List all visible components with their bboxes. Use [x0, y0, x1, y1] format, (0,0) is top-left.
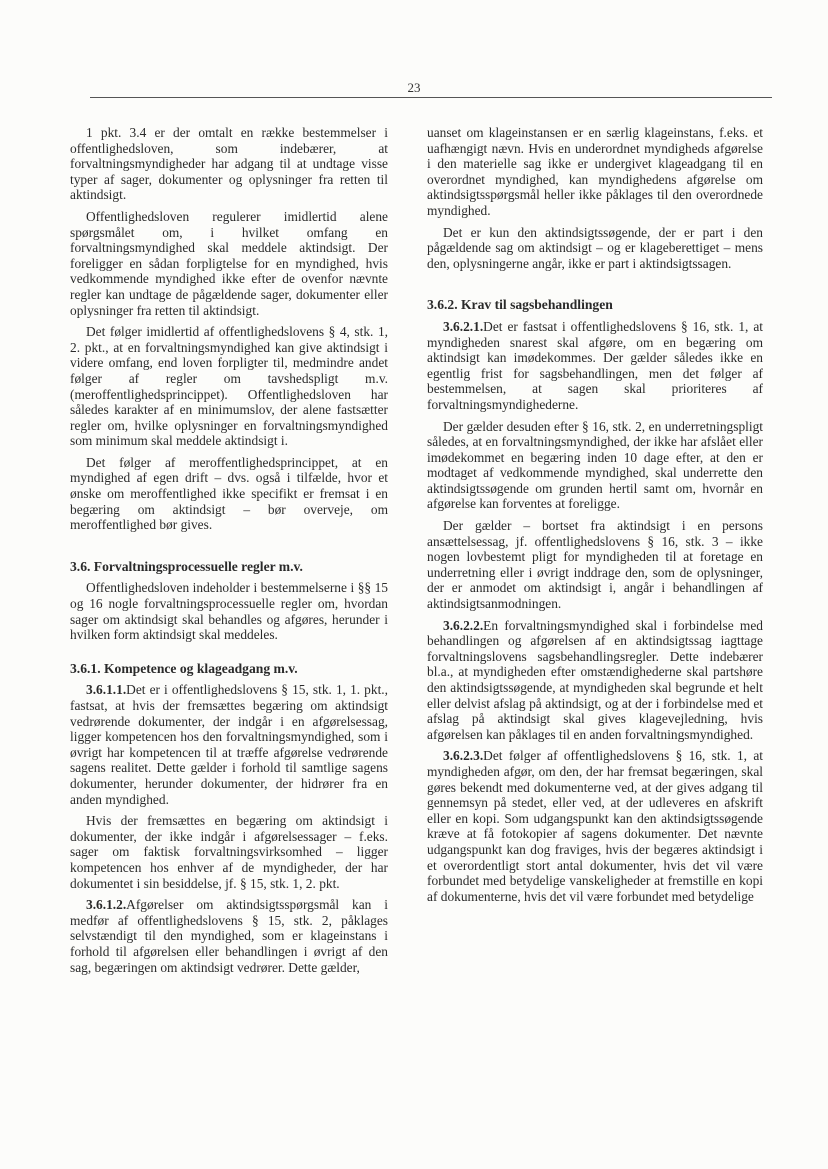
paragraph-text: En forvaltningsmyndighed skal i forbindelse med behandlingen og afgørelsen af en aktindsigtssag iagttage forvaltningslovens sagsbehandlingsregler. Dette indebærer bl.a., at myndigheden efter omstændighederne skal partshøre den aktindsigtssøgende, at myndigheden skal begrunde et helt eller delvist afslag på aktindsigt, og at der i forbindelse med et afslag på aktindsigt skal gives klagevejledning, hvis afgørelsen kan påklages til en anden forvaltningsmyndighed.: [427, 617, 763, 742]
paragraph: [70, 897, 388, 975]
paragraph: Det følger af meroffentlighedsprincippet, at en myndighed af egen drift – dvs. også i tilfælde, hvor et ønske om meroffentlighed ikke specifikt er fremsat i en begæring om aktindsigt – bør overveje, om meroffentlighed bør gives.: [70, 454, 388, 533]
section-ref: 3.6.1.2.: [86, 897, 127, 913]
paragraph: [427, 618, 763, 743]
section-ref: 3.6.2.2.: [443, 617, 484, 633]
paragraph: [427, 748, 763, 904]
paragraph-text: Afgørelser om aktindsigtsspørgsmål kan i medfør af offentlighedslovens § 15, stk. 2, påklages selvstændigt til den myndighed, som er klageinstans i forhold til afgørelsen eller behandlingen i øvrigt af den sag, begæringen om aktindsigt vedrører. Dette gælder,: [70, 897, 388, 975]
section-heading-3-6-1: 3.6.1. Kompetence og klageadgang m.v.: [70, 660, 298, 676]
paragraph-text: Det er i offentlighedslovens § 15, stk. 1, 1. pkt., fastsat, at hvis der fremsættes begæring om aktindsigt vedrørende dokumenter, der indgår i en afgørelsessag, ligger kompetencen hos den forvaltningsmyndighed, som i øvrigt har kompetencen til at træffe afgørelse vedrørende sagens realitet. Dette gælder i forhold til samtlige sagens dokumenter, herunder dokumenter, der hidrører fra en anden myndighed.: [70, 682, 388, 807]
paragraph: [70, 682, 388, 807]
paragraph: 1 pkt. 3.4 er der omtalt en række bestemmelser i offentlighedsloven, som indebærer, at forvaltningsmyndigheder har adgang til at undtage visse typer af sager, dokumenter og oplysninger fra retten til aktindsigt.: [70, 125, 388, 203]
paragraph: Det følger imidlertid af offentlighedslovens § 4, stk. 1, 2. pkt., at en forvaltningsmyndighed kan give aktindsigt i videre omfang, end loven forpligter til, medmindre andet følger af regler om tavshedspligt m.v. (meroffentlighedsprincippet). Offentlighedsloven har således karakter af en minimumslov, der alene fastsætter regler om, hvilke oplysninger en forvaltningsmyndighed som minimum skal meddele aktindsigt i.: [70, 324, 388, 449]
paragraph: Hvis der fremsættes en begæring om aktindsigt i dokumenter, der ikke indgår i afgørelsessager – f.eks. sager om faktisk forvaltningsvirksomhed – ligger kompetencen hos enhver af de myndigheder, der har dokumentet i sin besiddelse, jf. § 15, stk. 1, 2. pkt.: [70, 813, 388, 891]
paragraph: Offentlighedsloven indeholder i bestemmelserne i §§ 15 og 16 nogle forvaltningsprocessuelle regler om, hvordan sager om aktindsigt skal behandles og afgøres, herunder i hvilken form aktindsigt skal meddeles.: [70, 580, 388, 643]
paragraph: Det er kun den aktindsigtssøgende, der er part i den pågældende sag om aktindsigt – og er klageberettiget – mens den, oplysningerne angår, ikke er part i aktindsigtssagen.: [427, 224, 763, 271]
section-ref: 3.6.1.1.: [86, 682, 127, 698]
section-heading-3-6: 3.6. Forvaltningsprocessuelle regler m.v.: [70, 558, 303, 574]
paragraph: Der gælder desuden efter § 16, stk. 2, en underretningspligt således, at en forvaltningsmyndighed, der ikke har afslået eller imødekommet en begæring inden 10 dage efter, at den er modtaget af vedkommende myndighed, skal underrette den aktindsigtssøgende om grunden hertil samt om, hvornår en afgørelse kan forventes at foreligge.: [427, 418, 763, 512]
section-heading-3-6-2: 3.6.2. Krav til sagsbehandlingen: [427, 297, 613, 313]
left-column: [70, 125, 388, 981]
section-ref: 3.6.2.1.: [443, 318, 484, 334]
paragraph: [427, 319, 763, 413]
paragraph-text: Det følger af offentlighedslovens § 16, stk. 1, at myndigheden afgør, om den, der har fremsat begæringen, skal gøres bekendt med dokumenterne ved, at der gives adgang til gennemsyn på stedet, eller ved, at der udleveres en afskrift eller en kopi. Som udgangspunkt kan den aktindsigtssøgende kræve at få fotokopier af sagens dokumenter. Det nævnte udgangspunkt kan dog fraviges, hvis der begæres aktindsigt i et overordentligt stort antal dokumenter, hvis det vil være forbundet med betydelige vanskeligheder at fremstille en kopi af dokumenterne, hvis det vil være forbundet med betydelige: [427, 748, 763, 904]
section-ref: 3.6.2.3.: [443, 748, 484, 764]
page-number: 23: [407, 80, 421, 95]
paragraph: Offentlighedsloven regulerer imidlertid alene spørgsmålet om, i hvilket omfang en forvaltningsmyndighed skal meddele aktindsigt. Der foreligger en sådan forpligtelse for en myndighed, hvis vedkommende myndighed ikke efter de ovenfor nævnte regler kan undtage de pågældende sager, dokumenter eller oplysninger fra retten til aktindsigt.: [70, 208, 388, 318]
right-column: [427, 125, 763, 910]
paragraph: uanset om klageinstansen er en særlig klageinstans, f.eks. et uafhængigt nævn. Hvis en underordnet myndigheds afgørelse i den materielle sag ikke er undergivet klageadgang til en overordnet myndighed, kan myndighedens afgørelse om aktindsigtsspørgsmål heller ikke påklages til den overordnede myndighed.: [427, 125, 763, 218]
header-rule: [90, 97, 772, 98]
paragraph-text: Det er fastsat i offentlighedslovens § 16, stk. 1, at myndigheden snarest skal afgøre, om en begæring om aktindsigt kan imødekommes. Der gælder således ikke en egentlig frist for sagsbehandlingen, men det følger af bestemmelsen, at sagen skal prioriteres af forvaltningsmyndighederne.: [427, 318, 763, 412]
paragraph: Der gælder – bortset fra aktindsigt i en persons ansættelsessag, jf. offentlighedslovens § 16, stk. 3 – ikke nogen lovbestemt pligt for myndigheden til at foretage en underretning eller i øvrigt inddrage den, som de oplysninger, der er anmodet om aktindsigt i, angår i behandlingen af aktindsigtsanmodningen.: [427, 518, 763, 612]
